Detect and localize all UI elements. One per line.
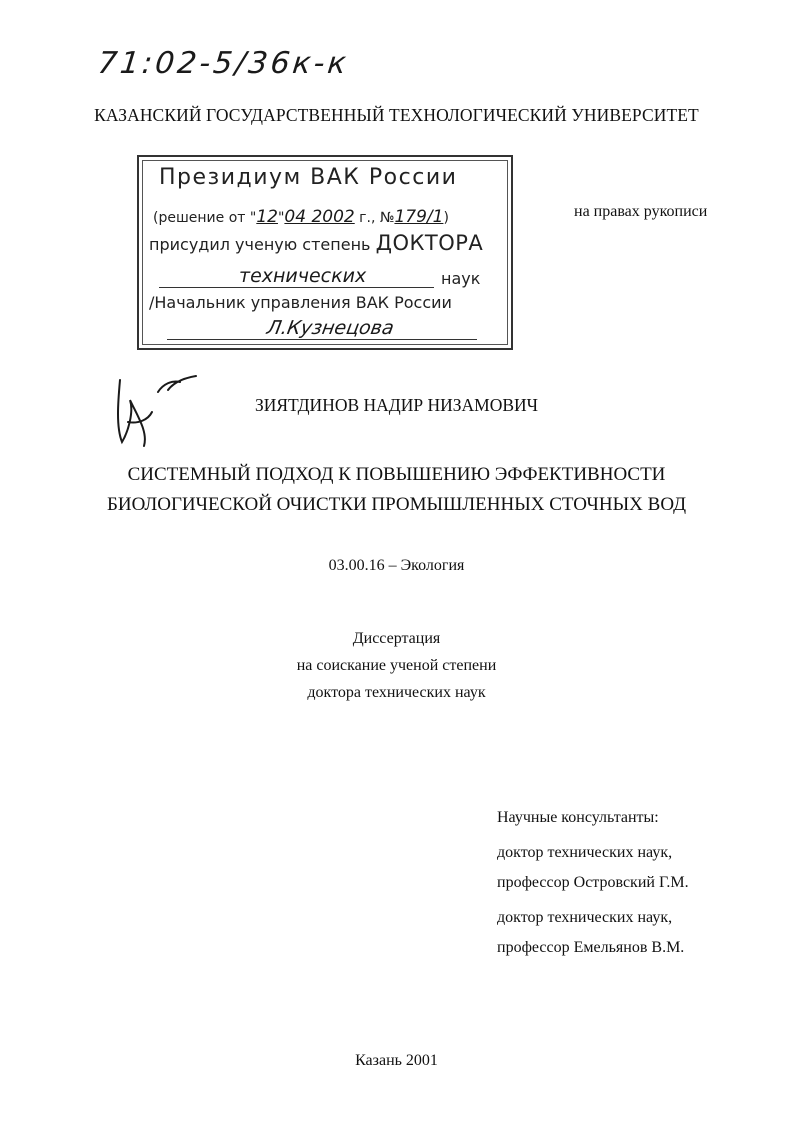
thesis-title-line: БИОЛОГИЧЕСКОЙ ОЧИСТКИ ПРОМЫШЛЕННЫХ СТОЧНЫХ ВОД bbox=[106, 494, 687, 515]
stamp-decision-suffix: ) bbox=[443, 210, 449, 226]
consultant-1-degree: доктор технических наук, bbox=[497, 844, 673, 861]
stamp-head-title: /Начальник управления ВАК России bbox=[149, 293, 452, 312]
consultant-2-name: профессор Емельянов В.М. bbox=[497, 939, 685, 956]
thesis-purpose: на соискание ученой степени bbox=[296, 657, 497, 674]
stamp-signature-underline bbox=[167, 339, 477, 340]
stamp-decision-number: 179/1 bbox=[394, 207, 444, 227]
thesis-degree: доктора технических наук bbox=[307, 684, 486, 701]
consultants-block bbox=[497, 803, 689, 963]
stamp-decision-date: 04 2002 bbox=[284, 207, 355, 227]
stamp-nauk: наук bbox=[441, 269, 481, 288]
stamp-signature: Л.Кузнецова bbox=[265, 317, 396, 339]
specialty: 03.00.16 – Экология bbox=[328, 557, 465, 574]
thesis-title-line: СИСТЕМНЫЙ ПОДХОД К ПОВЫШЕНИЮ ЭФФЕКТИВНОСТИ bbox=[127, 464, 666, 485]
stamp-degree-line bbox=[149, 231, 483, 255]
consultants-heading: Научные консультанты: bbox=[497, 809, 659, 826]
stamp-decision-prefix: (решение от " bbox=[153, 210, 257, 226]
city-year: Казань 2001 bbox=[355, 1052, 438, 1069]
thesis-title bbox=[0, 460, 793, 520]
stamp-degree-prefix: присудил ученую степень bbox=[149, 235, 371, 254]
consultant-2-degree: доктор технических наук, bbox=[497, 909, 673, 926]
stamp-decision-day: 12 bbox=[256, 207, 278, 227]
stamp-decision-after-date: г., № bbox=[354, 210, 395, 226]
stamp-field-underline bbox=[159, 287, 434, 288]
stamp-degree: ДОКТОРА bbox=[375, 231, 484, 255]
thesis-type: Диссертация bbox=[352, 630, 441, 647]
thesis-info bbox=[0, 625, 793, 706]
archive-code: 71:02-5/36к-к bbox=[96, 46, 351, 81]
stamp-title: Президиум ВАК России bbox=[159, 165, 458, 190]
stamp-decision-mid: " bbox=[277, 210, 285, 226]
stamp-field-handwritten: технических bbox=[239, 265, 367, 287]
author-name: ЗИЯТДИНОВ НАДИР НИЗАМОВИЧ bbox=[254, 395, 539, 415]
consultant-1-name: профессор Островский Г.М. bbox=[497, 874, 689, 891]
stamp-signature-line bbox=[167, 317, 477, 343]
stamp-field-line bbox=[159, 263, 504, 291]
stamp-decision-line bbox=[153, 207, 449, 227]
university-name: КАЗАНСКИЙ ГОСУДАРСТВЕННЫЙ ТЕХНОЛОГИЧЕСКИЙ УНИВЕРСИТЕТ bbox=[94, 105, 699, 125]
manuscript-note: на правах рукописи bbox=[574, 203, 708, 220]
vak-stamp bbox=[137, 155, 513, 350]
